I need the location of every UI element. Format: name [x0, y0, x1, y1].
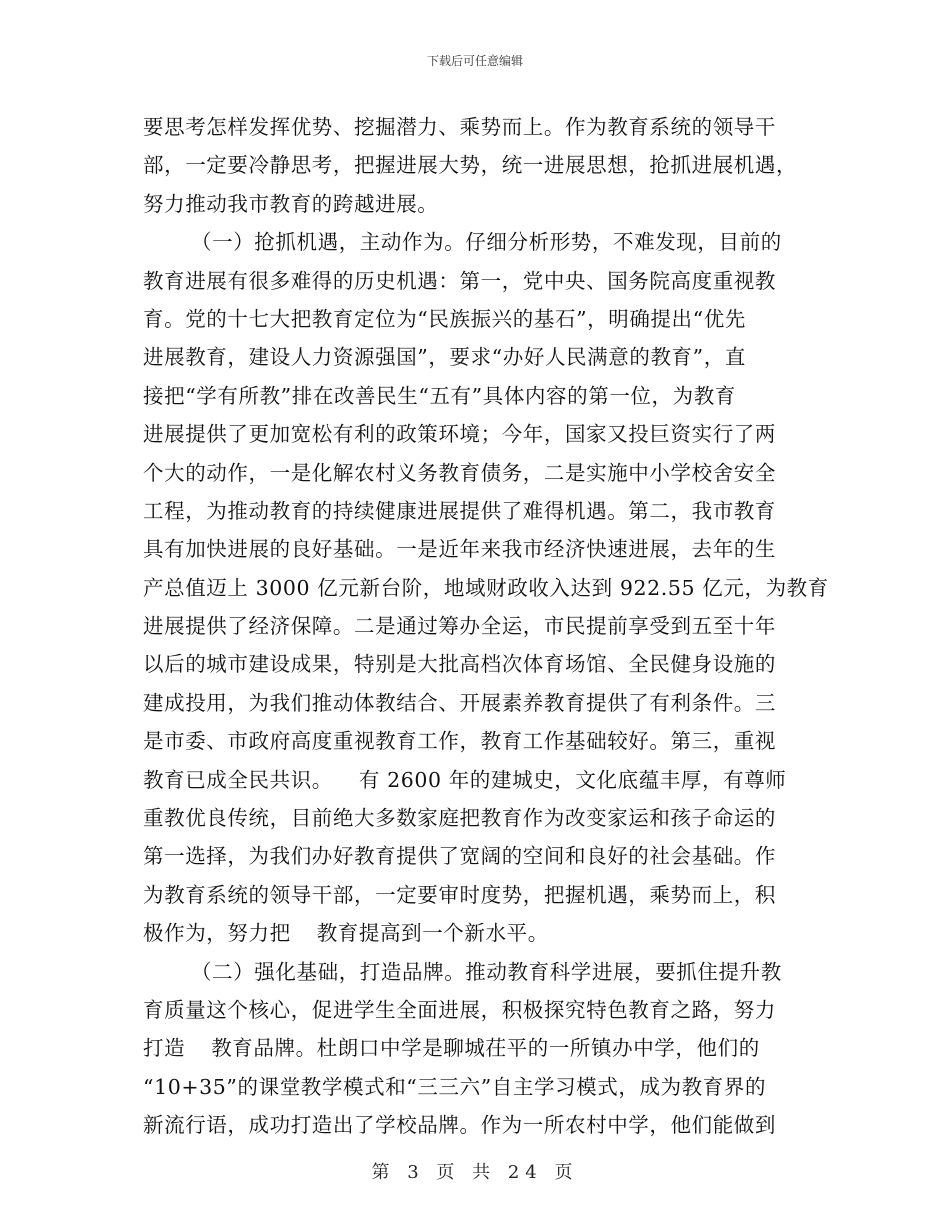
text-segment: 打造 [143, 1036, 186, 1061]
text-segment: 极作为，努力把 [143, 921, 291, 946]
text-line: 个大的动作，一是化解农村义务教育债务，二是实施中小学校舍安全 [143, 460, 776, 485]
text-line: 努力推动我市教育的跨越进展。 [143, 191, 439, 216]
text-line: 建成投用，为我们推动体教结合、开展素养教育提供了有利条件。三 [143, 690, 776, 715]
text-segment: 教育品牌。杜朗口中学是聊城茌平的一所镇办中学，他们的 [211, 1036, 760, 1061]
text-line: 教育进展有很多难得的历史机遇：第一，党中央、国务院高度重视教 [143, 268, 776, 293]
text-line: 接把“学有所教”排在改善民生“五有”具体内容的第一位，为教育 [143, 383, 736, 408]
text-line [143, 1029, 811, 1067]
page-footer: 第 3 页 共 24 页 [371, 1162, 579, 1183]
text-line: 为教育系统的领导干部，一定要审时度势，把握机遇，乘势而上，积 [143, 882, 776, 907]
text-line: 进展提供了更加宽松有利的政策环境；今年，国家又投巨资实行了两 [143, 422, 776, 447]
text-line: 要思考怎样发挥优势、挖掘潜力、乘势而上。作为教育系统的领导干 [143, 115, 776, 139]
text-segment: 有 2600 年的建城史，文化底蕴丰厚，有尊师 [358, 767, 787, 792]
text-line: 以后的城市建设成果，特别是大批高档次体育场馆、全民健身设施的 [143, 652, 776, 677]
page-header: 下载后可任意编辑 [426, 54, 523, 68]
text-line: 第一选择，为我们办好教育提供了宽阔的空间和良好的社会基础。作 [143, 844, 776, 869]
text-line: 新流行语，成功打造出了学校品牌。作为一所农村中学，他们能做到 [143, 1113, 776, 1138]
text-line: 进展教育，建设人力资源强国”，要求“办好人民满意的教育”，直 [143, 345, 746, 370]
text-line: 是市委、市政府高度重视教育工作，教育工作基础较好。第三，重视 [143, 729, 776, 754]
text-line: 具有加快进展的良好基础。一是近年来我市经济快速进展，去年的生 [143, 537, 776, 562]
text-line: 进展提供了经济保障。二是通过筹办全运，市民提前享受到五至十年 [143, 614, 776, 639]
paragraph-start-line: （二）强化基础，打造品牌。推动教育科学进展，要抓住提升教 [191, 959, 782, 984]
text-line: 育质量这个核心，促进学生全面进展，积极探究特色教育之路，努力 [143, 997, 776, 1022]
text-line: 部，一定要冷静思考，把握进展大势，统一进展思想，抢抓进展机遇， [143, 153, 798, 178]
text-segment: 教育已成全民共识。 [143, 767, 333, 792]
text-line: “10+35”的课堂教学模式和“三三六”自主学习模式，成为教育界的 [143, 1074, 767, 1099]
text-line: 产总值迈上 3000 亿元新台阶，地域财政收入达到 922.55 亿元，为教育 [143, 575, 829, 600]
text-line [143, 761, 811, 799]
document-body [143, 108, 829, 1145]
text-line [143, 914, 811, 952]
text-line: 重教优良传统，目前绝大多数家庭把教育作为改变家运和孩子命运的 [143, 806, 776, 831]
paragraph-start-line: （一）抢抓机遇，主动作为。仔细分析形势，不难发现，目前的 [191, 230, 782, 255]
text-segment: 教育提高到一个新水平。 [316, 921, 549, 946]
text-line: 工程，为推动教育的持续健康进展提供了难得机遇。第二，我市教育 [143, 498, 776, 523]
text-line: 育。党的十七大把教育定位为“民族振兴的基石”，明确提出“优先 [143, 306, 746, 331]
